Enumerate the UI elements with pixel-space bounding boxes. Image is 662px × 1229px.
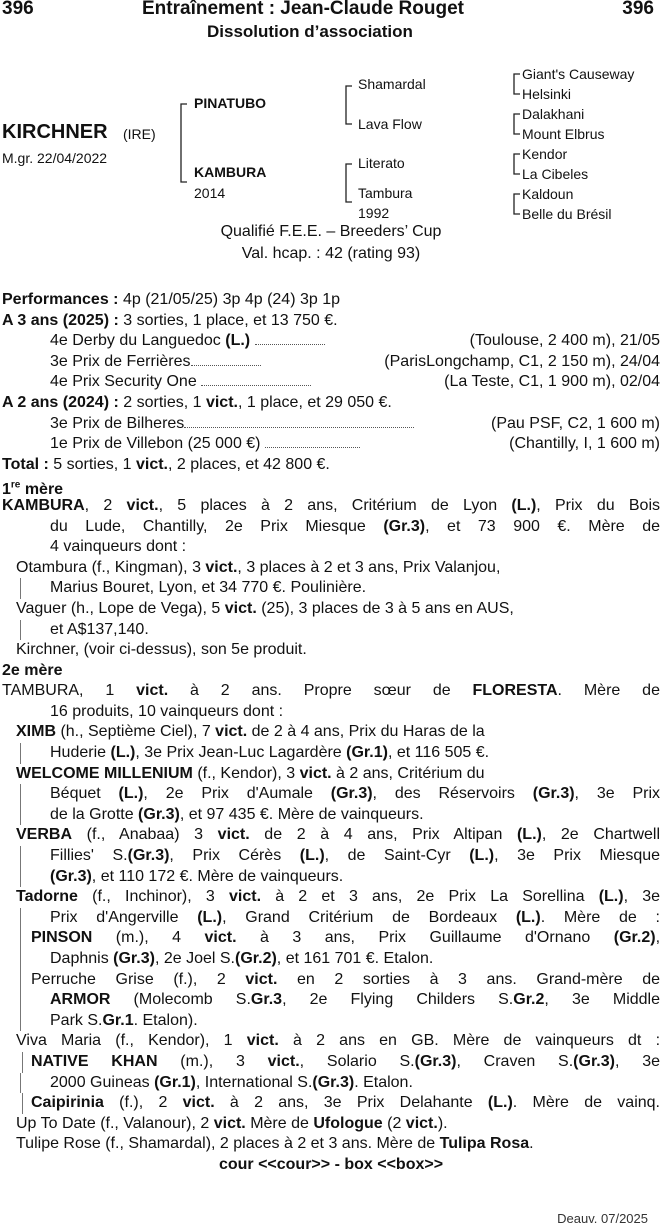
first-dam-line: 4 vainqueurs dont : — [50, 538, 187, 556]
sire-sire: Shamardal — [358, 76, 426, 92]
produce-line: Marius Bouret, Lyon, et 34 770 €. Poulinière. — [20, 578, 660, 599]
page-subtitle: Dissolution d’association — [207, 22, 413, 41]
produce-line: Kirchner, (voir ci-dessus), son 5e produit. — [16, 641, 307, 659]
gg-8: Belle du Brésil — [522, 206, 612, 222]
sire-name: PINATUBO — [194, 95, 267, 111]
produce-line: Tulipe Rose (f., Shamardal), 2 places à 2 et 3 ans. Mère de Tulipa Rosa. — [16, 1135, 534, 1153]
year-2024-line: A 2 ans (2024) : 2 sorties, 1 vict., 1 place, et 29 050 €. — [2, 393, 392, 411]
produce-line: et A$137,140. — [20, 620, 660, 641]
produce-line: Viva Maria (f., Kendor), 1 vict. à 2 ans en GB. Mère de vainqueurs dt : — [16, 1032, 660, 1050]
race-row: 3e Prix de Ferrières (ParisLongchamp, C1, 2 150 m), 24/04 — [50, 352, 660, 370]
race-row: 4e Prix Security One (La Teste, C1, 1 900 m), 02/04 — [50, 373, 660, 391]
race-row: 4e Derby du Languedoc (L.) (Toulouse, 2 400 m), 21/05 — [50, 332, 660, 350]
produce-line: XIMB (h., Septième Ciel), 7 vict. de 2 à 4 ans, Prix du Haras de la — [16, 723, 485, 741]
year-2025-line: A 3 ans (2025) : 3 sorties, 1 place, et 13 750 €. — [2, 311, 338, 329]
lot-number: 396 — [2, 0, 34, 19]
produce-line: Vaguer (h., Lope de Vega), 5 vict. (25), 3 places de 3 à 5 ans en AUS, — [16, 599, 514, 617]
produce-line: 2000 Guineas (Gr.1), International S.(Gr.3). Etalon. — [20, 1073, 660, 1094]
gg-6: La Cibeles — [522, 166, 589, 182]
horse-info: M.gr. 22/04/2022 — [2, 150, 108, 166]
produce-line: NATIVE KHAN (m.), 3 vict., Solario S.(Gr.3), Craven S.(Gr.3), 3e — [22, 1052, 660, 1073]
gg-2: Helsinki — [522, 86, 572, 102]
dam-name: KAMBURA — [194, 164, 267, 180]
gg-7: Kaldoun — [522, 186, 574, 202]
dam-dam: Tambura — [358, 185, 413, 201]
produce-line: Up To Date (f., Valanour), 2 vict. Mère de Ufologue (2 vict.). — [16, 1114, 448, 1132]
produce-line: Béquet (L.), 2e Prix d'Aumale (Gr.3), des Réservoirs (Gr.3), 3e Prix — [20, 784, 660, 805]
produce-line: WELCOME MILLENIUM (f., Kendor), 3 vict. à 2 ans, Critérium du — [16, 764, 485, 782]
produce-line: Tadorne (f., Inchinor), 3 vict. à 2 et 3 ans, 2e Prix La Sorellina (L.), 3e — [16, 888, 660, 906]
sire-dam: Lava Flow — [358, 116, 422, 132]
produce-line: (Gr.3), et 110 172 €. Mère de vainqueurs. — [20, 867, 660, 888]
record-text — [2, 290, 660, 1176]
page-title: Entraînement : Jean-Claude Rouget — [142, 0, 464, 19]
produce-line: Park S.Gr.1. Etalon). — [20, 1011, 660, 1032]
produce-line: Perruche Grise (f.), 2 vict. en 2 sorties à 3 ans. Grand-mère de — [20, 970, 660, 991]
produce-line: VERBA (f., Anabaa) 3 vict. de 2 à 4 ans, Prix Altipan (L.), 2e Chartwell — [16, 826, 660, 844]
second-dam-heading: 2e mère — [2, 661, 63, 679]
race-row: 1e Prix de Villebon (25 000 €) (Chantilly, I, 1 600 m) — [50, 435, 660, 453]
gg-3: Dalakhani — [522, 106, 585, 122]
dam-year: 2014 — [194, 185, 226, 201]
gg-4: Mount Elbrus — [522, 126, 605, 142]
produce-line: ARMOR (Molecomb S.Gr.3, 2e Flying Childers S.Gr.2, 3e Middle — [20, 990, 660, 1011]
dam-sire: Literato — [358, 155, 405, 171]
gg-1: Giant's Causeway — [522, 66, 635, 82]
first-dam-heading: 1re mère — [2, 479, 64, 496]
produce-line: PINSON (m.), 4 vict. à 3 ans, Prix Guillaume d'Ornano (Gr.2), — [20, 928, 660, 949]
sale-reference: Deauv. 07/2025 — [557, 1211, 648, 1226]
cour-box-line: cour <<cour>> - box <<box>> — [218, 1155, 444, 1173]
total-line: Total : 5 sorties, 1 vict., 2 places, et 42 800 €. — [2, 455, 330, 473]
gg-5: Kendor — [522, 146, 568, 162]
first-dam-line: KAMBURA, 2 vict., 5 places à 2 ans, Critérium de Lyon (L.), Prix du Bois — [2, 496, 660, 514]
produce-line: Fillies' S.(Gr.3), Prix Cérès (L.), de Saint-Cyr (L.), 3e Prix Miesque — [20, 846, 660, 867]
qualification: Qualifié F.E.E. – Breeders’ Cup — [220, 223, 442, 240]
performances-line: Performances : 4p (21/05/25) 3p 4p (24) 3p 1p — [2, 291, 340, 308]
produce-line: Huderie (L.), 3e Prix Jean-Luc Lagardère (Gr.1), et 116 505 €. — [20, 743, 660, 764]
dam-dam-year: 1992 — [358, 205, 390, 221]
produce-line: Otambura (f., Kingman), 3 vict., 3 places à 2 et 3 ans, Prix Valanjou, — [16, 558, 501, 576]
race-row: 3e Prix de Bilheres (Pau PSF, C2, 1 600 m) — [50, 414, 660, 432]
produce-line: Daphnis (Gr.3), 2e Joel S.(Gr.2), et 161 701 €. Etalon. — [20, 949, 660, 970]
handicap-value: Val. hcap. : 42 (rating 93) — [241, 245, 421, 262]
horse-name: KIRCHNER — [2, 121, 108, 143]
produce-line: Caipirinia (f.), 2 vict. à 2 ans, 3e Prix Delahante (L.). Mère de vainq. — [22, 1093, 660, 1114]
second-dam-line: TAMBURA, 1 vict. à 2 ans. Propre sœur de FLORESTA. Mère de — [2, 682, 660, 700]
horse-origin: (IRE) — [123, 126, 156, 142]
first-dam-line: du Lude, Chantilly, 2e Prix Miesque (Gr.3), et 73 900 €. Mère de — [50, 517, 660, 535]
lot-number-right: 396 — [622, 0, 654, 19]
produce-line: de la Grotte (Gr.3), et 97 435 €. Mère de vainqueurs. — [20, 805, 660, 826]
produce-line: Prix d'Angerville (L.), Grand Critérium de Bordeaux (L.). Mère de : — [20, 908, 660, 929]
second-dam-line: 16 produits, 10 vainqueurs dont : — [50, 702, 284, 720]
